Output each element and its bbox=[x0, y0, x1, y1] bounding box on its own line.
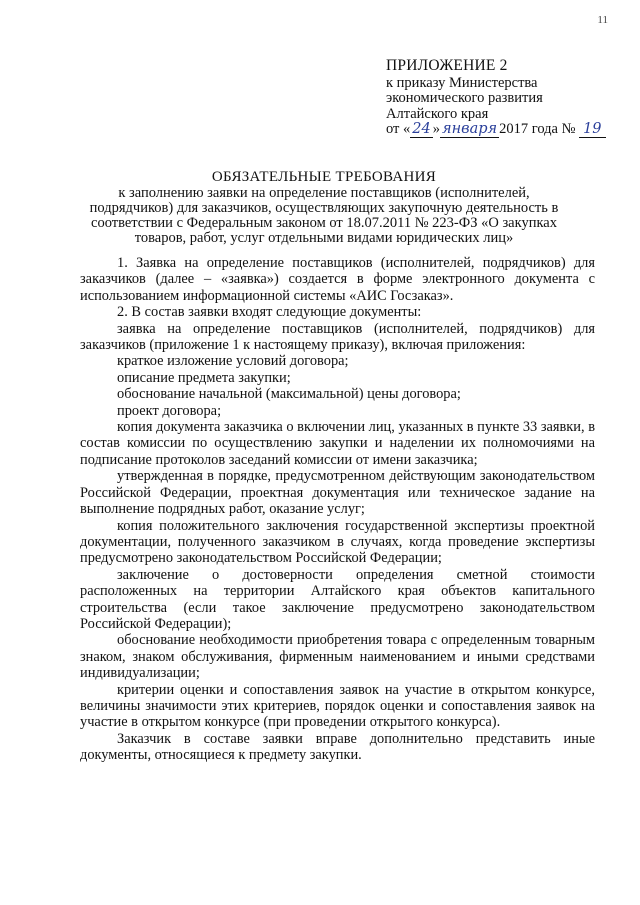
order-month-handwritten: января bbox=[441, 121, 498, 137]
paragraph: проект договора; bbox=[117, 402, 222, 419]
appendix-title: ПРИЛОЖЕНИЕ 2 bbox=[386, 57, 508, 74]
order-number-handwritten: 19 bbox=[579, 121, 605, 138]
heading-subtitle-line: к заполнению заявки на определение поставщиков (исполнителей, bbox=[118, 185, 530, 201]
appendix-line: к приказу Министерства bbox=[386, 74, 538, 91]
order-mid: » bbox=[432, 121, 440, 137]
paragraph: 2. В состав заявки входят следующие документы: bbox=[117, 304, 422, 321]
heading-title: ОБЯЗАТЕЛЬНЫЕ ТРЕБОВАНИЯ bbox=[211, 169, 437, 185]
document-body bbox=[80, 255, 595, 764]
paragraph: краткое изложение условий договора; bbox=[117, 353, 349, 370]
paragraph: обоснование необходимости приобретения товара с определенным товарным знаком, знаком обслуживания, фирменным наименованием и иными средствами индивидуализации; bbox=[80, 632, 595, 682]
paragraph: копия положительного заключения государственной экспертизы проектной документации, полученного заказчиком в случаях, когда проведение экспертизы предусмотрено законодательством Российской Федерации; bbox=[80, 517, 595, 567]
paragraph: критерии оценки и сопоставления заявок на участие в открытом конкурсе, величины значимости этих критериев, порядок оценки и сопоставления заявок на участие в открытом конкурсе (при проведении открытого конкурса). bbox=[80, 681, 595, 731]
paragraph: копия документа заказчика о включении лиц, указанных в пункте 33 заявки, в состав комиссии по осуществлению закупки и наделении их полномочиями на подписание протоколов заседаний комиссии от имени заказчика; bbox=[80, 419, 595, 468]
heading-subtitle-line: подрядчиков) для заказчиков, осуществляющих закупочную деятельность в bbox=[89, 200, 559, 216]
appendix-line: Алтайского края bbox=[386, 105, 489, 122]
order-prefix: от « bbox=[386, 121, 411, 137]
paragraph: Заказчик в составе заявки вправе дополнительно представить иные документы, относящиеся к предмету закупки. bbox=[80, 730, 595, 764]
appendix-line: экономического развития bbox=[386, 90, 543, 106]
paragraph: описание предмета закупки; bbox=[117, 369, 291, 386]
heading-subtitle-line: соответствии с Федеральным законом от 18.07.2011 № 223-ФЗ «О закупках bbox=[91, 215, 557, 231]
page-number: 11 bbox=[597, 14, 608, 26]
order-day-handwritten: 24 bbox=[412, 121, 431, 137]
paragraph: утвержденная в порядке, предусмотренном действующим законодательством Российской Федерации, проектная документация или техническое задание на выполнение подрядных работ, оказание услуг; bbox=[80, 468, 595, 518]
appendix-block bbox=[386, 58, 618, 138]
document-heading bbox=[74, 170, 574, 246]
paragraph: заявка на определение поставщиков (исполнителей, подрядчиков) для заказчиков (приложение 1 к настоящему приказу), включая приложения: bbox=[80, 320, 595, 354]
order-year-text: 2017 года № bbox=[499, 121, 576, 137]
paragraph: 1. Заявка на определение поставщиков (исполнителей, подрядчиков) для заказчиков (далее – «заявка») создается в форме электронного документа с использованием информационной системы «АИС Госзаказ». bbox=[80, 255, 595, 304]
paragraph: обоснование начальной (максимальной) цены договора; bbox=[117, 386, 461, 403]
order-date-line bbox=[386, 122, 618, 138]
paragraph: заключение о достоверности определения сметной стоимости расположенных на территории Алтайского края объектов капитального строительства (если такое заключение предусмотрено законодательством Российской Федерации); bbox=[80, 566, 595, 632]
heading-subtitle-line: товаров, работ, услуг отдельными видами юридических лиц» bbox=[134, 230, 514, 246]
